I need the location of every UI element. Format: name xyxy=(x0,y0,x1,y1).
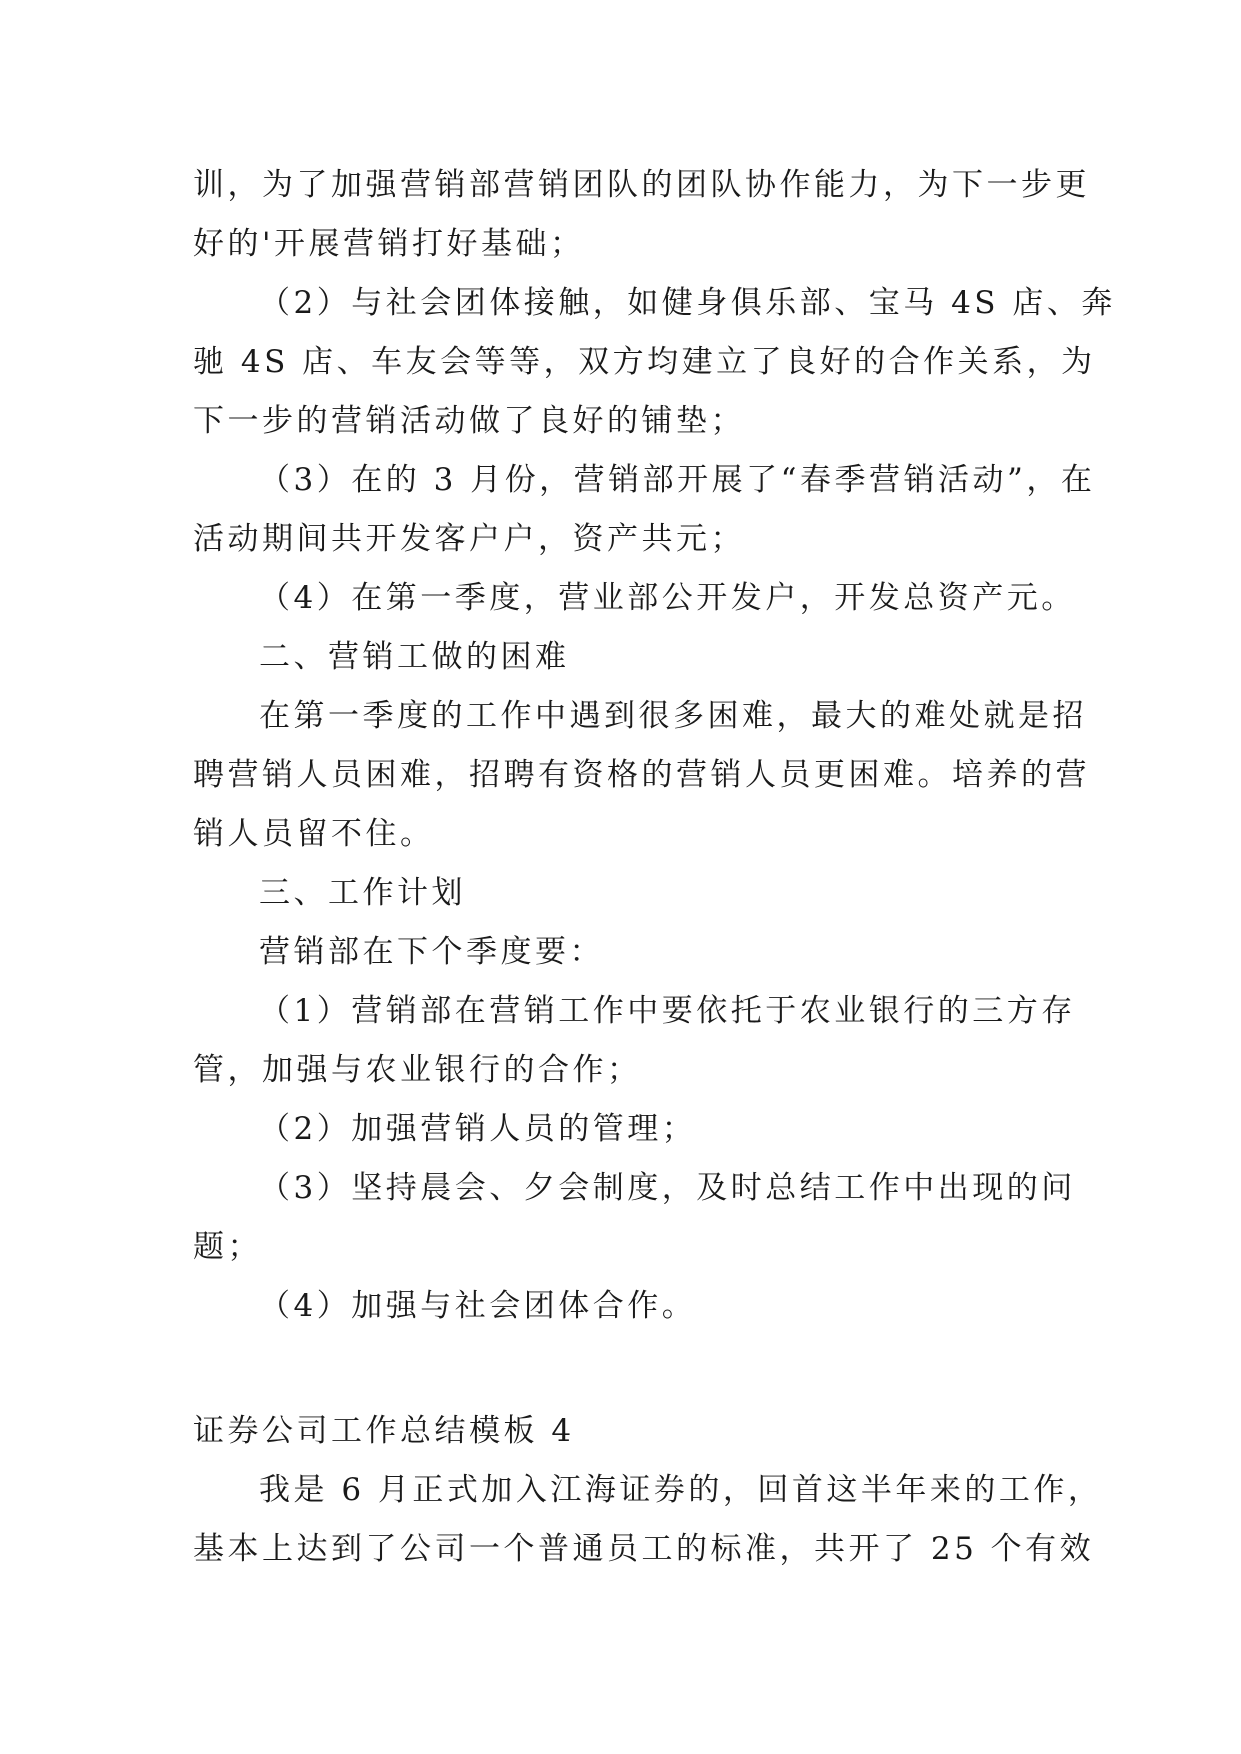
document-body xyxy=(193,156,1116,1579)
paragraph-gap xyxy=(193,1336,1055,1402)
text-line: 好的'开展营销打好基础； xyxy=(193,226,585,262)
document-title: 证券公司工作总结模板 4 xyxy=(193,1413,575,1449)
list-item: （4）在第一季度，营业部公开发户，开发总资产元。 xyxy=(259,580,1076,616)
paragraph-start: 在第一季度的工作中遇到很多困难，最大的难处就是招 xyxy=(259,698,1087,734)
list-item: （3）在的 3 月份，营销部开展了“春季营销活动”，在 xyxy=(259,462,1096,498)
list-item: （2）加强营销人员的管理； xyxy=(259,1111,697,1147)
text-line: 训，为了加强营销部营销团队的团队协作能力，为下一步更 xyxy=(193,167,1090,203)
section-heading: 二、营销工做的困难 xyxy=(259,639,570,675)
list-item: （3）坚持晨会、夕会制度，及时总结工作中出现的问 xyxy=(259,1170,1076,1206)
paragraph-start: 营销部在下个季度要： xyxy=(259,934,604,970)
text-line: 活动期间共开发客户户，资产共元； xyxy=(193,521,745,557)
section-heading: 三、工作计划 xyxy=(259,875,466,911)
text-line: 管，加强与农业银行的合作； xyxy=(193,1052,642,1088)
text-line: 基本上达到了公司一个普通员工的标准，共开了 25 个有效 xyxy=(193,1531,1095,1567)
text-line: 聘营销人员困难，招聘有资格的营销人员更困难。培养的营 xyxy=(193,757,1090,793)
list-item: （2）与社会团体接触，如健身俱乐部、宝马 4S 店、奔 xyxy=(259,285,1116,321)
list-item: （1）营销部在营销工作中要依托于农业银行的三方存 xyxy=(259,993,1076,1029)
paragraph-start: 我是 6 月正式加入江海证券的，回首这半年来的工作， xyxy=(259,1472,1103,1508)
text-line: 驰 4S 店、车友会等等，双方均建立了良好的合作关系，为 xyxy=(193,344,1096,380)
text-line: 销人员留不住。 xyxy=(193,816,435,852)
text-line: 题； xyxy=(193,1229,262,1265)
list-item: （4）加强与社会团体合作。 xyxy=(259,1288,697,1324)
text-line: 下一步的营销活动做了良好的铺垫； xyxy=(193,403,745,439)
